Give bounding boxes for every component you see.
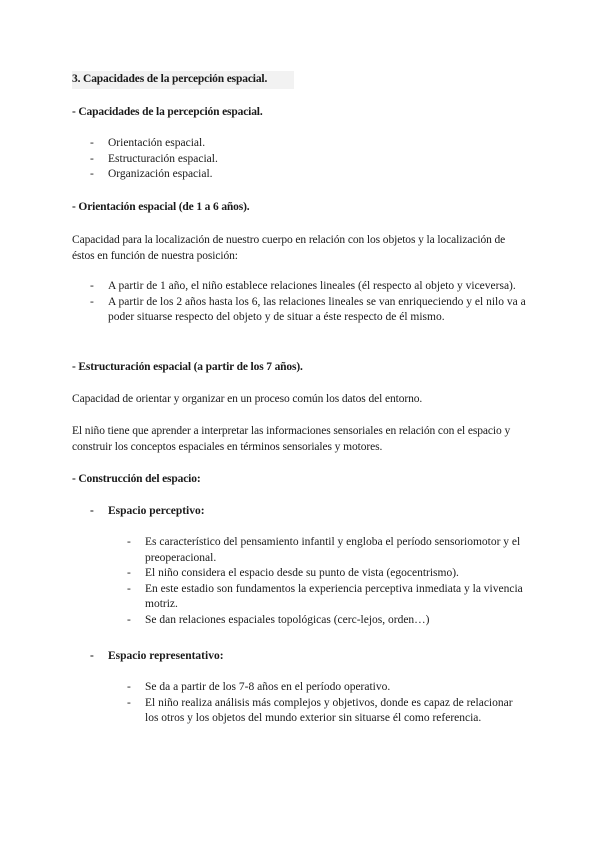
section-heading-orientacion: - Orientación espacial (de 1 a 6 años).	[72, 201, 250, 213]
dash-bullet: -	[90, 137, 94, 149]
list-item: - Se da a partir de los 7-8 años en el período operativo.	[127, 680, 527, 696]
dash-bullet: -	[127, 567, 131, 580]
dash-bullet: -	[90, 280, 94, 292]
list-espacio-perceptivo	[127, 535, 527, 629]
document-page: 3. Capacidades de la percepción espacial. - Capacidades de la percepción espacial. - Orientación espacial. - Estructuración espacial. - Organización espacial. - Orientación espacial (de 1 a 6 años). Capacidad para la localización de nuestro cuerpo en relación con los objetos y la localización de éstos en función de nuestra posición: - A partir de 1 año, el niño establece relaciones lineales (él respecto al objeto y viceversa). - A partir de los 2 años hasta los 6, las relaciones lineales se van enriqueciendo y el nilo va a poder situarse respecto del objeto y de situar a éste respecto de él mismo. - Estructuración espacial (a partir de los 7 años). Capacidad de orientar y organizar en un proceso común los datos del entorno. El niño tiene que aprender a interpretar las informaciones sensoriales en relación con el espacio y construir los conceptos espaciales en términos sensoriales y motores. - Construcción del espacio: - Espacio perceptivo: - Es característico del pensamiento infantil y engloba el período sensoriomotor y el preoperacional. - El niño considera el espacio desde su punto de vista (egocentrismo). - En este estadio son fundamentos la experiencia perceptiva inmediata y la vivencia motriz. - Se dan relaciones espaciales topológicas (cerc-lejos, orden…) - Espacio representativo: - Se da a partir de los 7-8 años en el período operativo. - El niño realiza análisis más complejos y objetivos, donde es capaz de relacionar los otros y los objetos del mundo exterior sin situarse él como referencia.	[0, 0, 600, 848]
list-capacidades	[90, 136, 490, 183]
section-heading-construccion: - Construcción del espacio:	[72, 473, 201, 485]
dash-bullet: -	[127, 613, 131, 626]
dash-bullet: -	[127, 681, 131, 693]
paragraph-estructuracion-2: El niño tiene que aprender a interpretar las informaciones sensoriales en relación con el espacio y construir los conceptos espaciales en términos sensoriales y motores.	[72, 425, 511, 453]
list-item: - Organización espacial.	[90, 167, 490, 183]
dash-bullet: -	[127, 696, 131, 709]
dash-bullet: -	[90, 505, 94, 517]
paragraph-orientacion: Capacidad para la localización de nuestro cuerpo en relación con los objetos y la localización de éstos en función de nuestra posición:	[72, 234, 506, 262]
page-title: 3. Capacidades de la percepción espacial.	[72, 71, 294, 89]
section-heading-estructuracion: - Estructuración espacial (a partir de los 7 años).	[72, 361, 303, 373]
dash-bullet: -	[127, 536, 131, 548]
dash-bullet: -	[90, 295, 94, 308]
list-item: - Se dan relaciones espaciales topológicas (cerc-lejos, orden…)	[127, 613, 527, 629]
list-item: - El niño considera el espacio desde su punto de vista (egocentrismo).	[127, 566, 527, 582]
dash-bullet: -	[127, 582, 131, 595]
dash-bullet: -	[90, 650, 94, 662]
paragraph-estructuracion-1: Capacidad de orientar y organizar en un proceso común los datos del entorno.	[72, 393, 423, 405]
dash-bullet: -	[90, 168, 94, 181]
list-item: - Orientación espacial.	[90, 136, 490, 152]
list-item: - En este estadio son fundamentos la experiencia perceptiva inmediata y la vivencia motriz.	[127, 582, 523, 611]
list-item: - A partir de 1 año, el niño establece relaciones lineales (él respecto al objeto y viceversa).	[90, 279, 528, 295]
list-orientacion	[90, 279, 528, 326]
list-item: - El niño realiza análisis más complejos y objetivos, donde es capaz de relacionar los otros y los objetos del mundo exterior sin situarse él como referencia.	[127, 696, 513, 725]
list-item: - Estructuración espacial.	[90, 152, 490, 168]
list-espacio-representativo	[127, 680, 527, 727]
list-item: - Es característico del pensamiento infantil y engloba el período sensoriomotor y el preoperacional.	[127, 536, 521, 564]
dash-bullet: -	[90, 152, 94, 165]
section-heading-capacidades: - Capacidades de la percepción espacial.	[72, 106, 263, 118]
list-item: - A partir de los 2 años hasta los 6, las relaciones lineales se van enriqueciendo y el nilo va a poder situarse respecto del objeto y de situar a éste respecto de él mismo.	[90, 295, 526, 324]
